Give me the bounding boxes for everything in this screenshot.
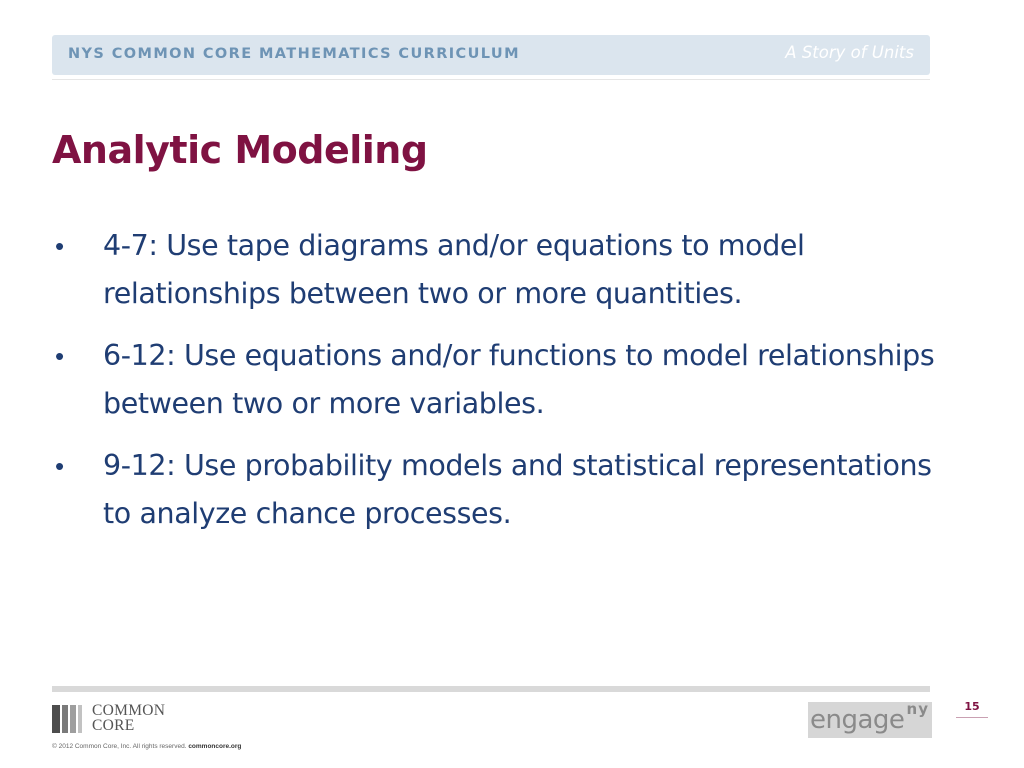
bullet-icon: • xyxy=(55,451,65,481)
bullet-list xyxy=(52,222,952,552)
story-label: A Story of Units xyxy=(785,43,914,62)
engage-ny-superscript: ny xyxy=(906,700,929,718)
bullet-text: 9-12: Use probability models and statistical representations to analyze chance processes. xyxy=(103,449,932,530)
copyright-text: © 2012 Common Core, Inc. All rights reserved. xyxy=(52,743,187,750)
slide-title: Analytic Modeling xyxy=(52,128,428,172)
bullet-item xyxy=(52,332,952,428)
bullet-icon: • xyxy=(55,341,65,371)
bullet-item xyxy=(52,442,952,538)
copyright-notice xyxy=(52,743,241,750)
common-core-logo-text xyxy=(92,703,212,733)
header-divider xyxy=(52,79,930,80)
page-number-underline xyxy=(956,717,988,718)
header-band xyxy=(52,35,930,75)
footer-divider xyxy=(52,686,930,692)
bullet-text: 4-7: Use tape diagrams and/or equations to model relationships between two or more quantities. xyxy=(103,229,805,310)
logo-line-common: COMMON xyxy=(92,702,166,719)
bullet-text: 6-12: Use equations and/or functions to model relationships between two or more variables. xyxy=(103,339,935,420)
engage-ny-logo xyxy=(808,702,932,738)
logo-line-core: CORE xyxy=(92,717,135,734)
page-number: 15 xyxy=(964,700,980,713)
bullet-icon: • xyxy=(55,231,65,261)
bullet-item xyxy=(52,222,952,318)
engage-word: engage xyxy=(810,705,905,735)
curriculum-label: NYS COMMON CORE MATHEMATICS CURRICULUM xyxy=(68,46,520,62)
copyright-site: commoncore.org xyxy=(188,743,242,750)
common-core-bars-icon xyxy=(52,705,86,733)
